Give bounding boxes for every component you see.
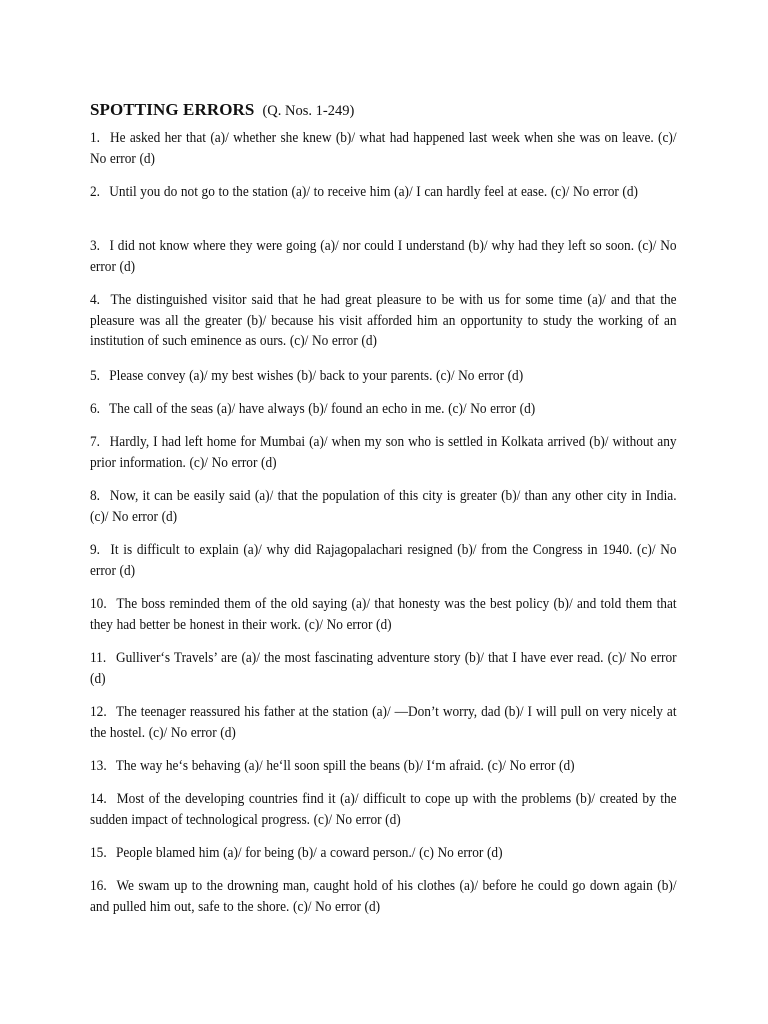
question-item — [90, 540, 677, 581]
question-number: 11. — [90, 650, 107, 666]
question-text: Gulliver‘s Travels’ are (a)/ the most fascinating adventure story (b)/ that I have ever read. (c)/ No error (d) — [90, 650, 677, 687]
question-text: Until you do not go to the station (a)/ to receive him (a)/ I can hardly feel at ease. (c)/ No error (d) — [109, 184, 638, 200]
question-number: 5. — [90, 368, 101, 384]
question-text: We swam up to the drowning man, caught hold of his clothes (a)/ before he could go down again (b)/ and pulled him out, safe to the shore. (c)/ No error (d) — [90, 878, 677, 915]
question-text: Hardly, I had left home for Mumbai (a)/ when my son who is settled in Kolkata arrived (b)/ without any prior information. (c)/ No error (d) — [90, 434, 677, 471]
question-item — [90, 843, 677, 864]
question-text: The teenager reassured his father at the station (a)/ —Don’t worry, dad (b)/ I will pull on very nicely at the hostel. (c)/ No error (d) — [90, 704, 677, 741]
question-text: Please convey (a)/ my best wishes (b)/ back to your parents. (c)/ No error (d) — [109, 368, 524, 384]
question-number: 3. — [90, 238, 101, 254]
question-number: 9. — [90, 542, 101, 558]
question-number: 13. — [90, 758, 107, 774]
question-number: 14. — [90, 791, 107, 807]
question-item — [90, 486, 677, 527]
question-number: 12. — [90, 704, 107, 720]
question-number: 2. — [90, 184, 101, 200]
question-item — [90, 399, 677, 420]
question-number: 6. — [90, 401, 101, 417]
question-text: The boss reminded them of the old saying (a)/ that honesty was the best policy (b)/ and told them that they had better be honest in their work. (c)/ No error (d) — [90, 596, 677, 633]
page-title — [90, 93, 680, 122]
question-item — [90, 594, 677, 635]
question-number: 16. — [90, 878, 107, 894]
question-number: 8. — [90, 488, 101, 504]
question-text: It is difficult to explain (a)/ why did Rajagopalachari resigned (b)/ from the Congress in 1940. (c)/ No error (d) — [90, 542, 677, 579]
question-text: The distinguished visitor said that he had great pleasure to be with us for some time (a)/ and that the pleasure was all the greater (b)/ because his visit afforded him an opportunity to study the working of an institution of such eminence as ours. (c)/ No error (d) — [90, 292, 677, 349]
question-item — [90, 756, 677, 777]
question-text: People blamed him (a)/ for being (b)/ a coward person./ (c) No error (d) — [115, 845, 503, 861]
question-range: (Q. Nos. 1-249) — [262, 103, 355, 119]
question-text: Most of the developing countries find it (a)/ difficult to cope up with the problems (b)/ created by the sudden impact of technological progress. (c)/ No error (d) — [90, 791, 677, 828]
question-item — [90, 182, 677, 203]
question-text: The way he‘s behaving (a)/ he‘ll soon spill the beans (b)/ I‘m afraid. (c)/ No error (d) — [115, 758, 575, 774]
question-item — [90, 432, 677, 473]
question-item — [90, 236, 677, 277]
question-item — [90, 290, 677, 352]
question-item — [90, 702, 677, 743]
question-text: The call of the seas (a)/ have always (b)/ found an echo in me. (c)/ No error (d) — [109, 401, 536, 417]
question-number: 4. — [90, 292, 101, 308]
question-number: 10. — [90, 596, 107, 612]
question-text: I did not know where they were going (a)/ nor could I understand (b)/ why had they left so soon. (c)/ No error (d) — [90, 238, 677, 275]
question-text: Now, it can be easily said (a)/ that the population of this city is greater (b)/ than any other city in India. (c)/ No error (d) — [90, 488, 677, 525]
section-title: SPOTTING ERRORS — [90, 100, 255, 119]
question-item — [90, 789, 677, 830]
question-text: He asked her that (a)/ whether she knew (b)/ what had happened last week when she was on leave. (c)/ No error (d) — [90, 130, 677, 167]
question-item — [90, 128, 677, 169]
question-item — [90, 648, 677, 689]
question-number: 7. — [90, 434, 101, 450]
question-number: 1. — [90, 130, 101, 146]
question-item — [90, 366, 677, 387]
question-item — [90, 876, 677, 917]
question-number: 15. — [90, 845, 107, 861]
